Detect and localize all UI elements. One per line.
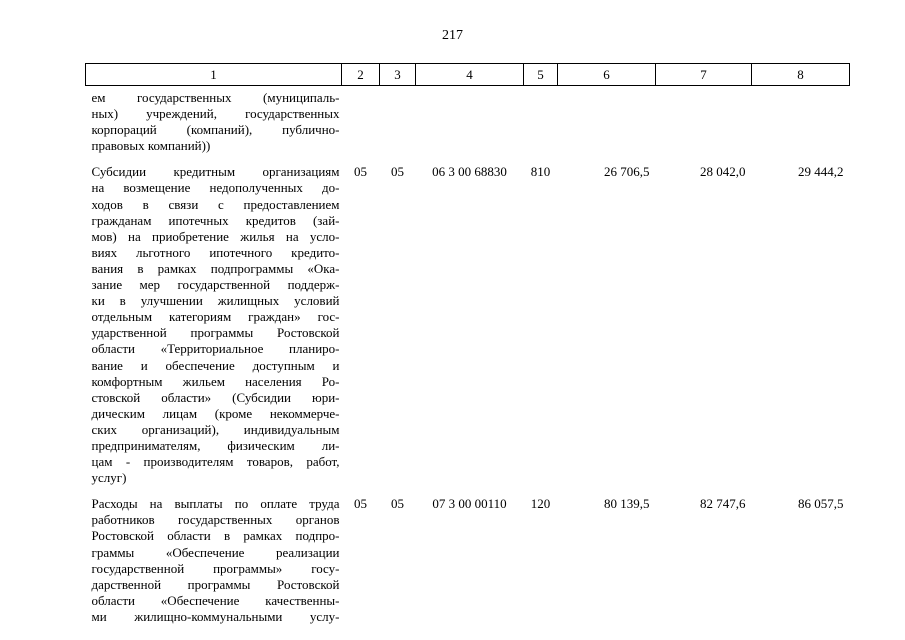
row-description — [86, 493, 342, 625]
amount-year-2: 28 042,0 — [700, 164, 746, 180]
desc-line: области «Обеспечение качественны- — [91, 592, 340, 608]
page-number: 217 — [442, 28, 463, 43]
header-cell-1: 1 — [86, 64, 342, 86]
desc-line: стовской области» (Субсидии юри- — [91, 389, 340, 405]
desc-line: предпринимателям, физическим ли- — [91, 437, 340, 453]
desc-line: дарственной программы Ростовской — [91, 576, 340, 592]
desc-line: ем государственных (муниципаль- — [91, 90, 340, 105]
target-article-code: 07 3 00 00110 — [432, 496, 507, 512]
table-row — [86, 493, 850, 625]
header-cell-3: 3 — [380, 64, 416, 86]
desc-line: Расходы на выплаты по оплате труда — [91, 496, 340, 512]
amount-year-2: 82 747,6 — [700, 496, 746, 512]
expense-type-code: 120 — [530, 496, 551, 512]
amount-year-1 — [558, 86, 656, 162]
desc-line: государственной программы» госу- — [91, 560, 340, 576]
section-code: 05 — [354, 496, 367, 512]
desc-line: виях льготного ипотечного кредито- — [91, 244, 340, 260]
section-code: 05 — [354, 164, 367, 180]
header-cell-8: 8 — [752, 64, 850, 86]
desc-line: области «Территориальное планиро- — [91, 341, 340, 357]
target-article-code — [416, 86, 524, 162]
desc-line: комфортным жильем населения Ро- — [91, 373, 340, 389]
amount-year-1: 80 139,5 — [604, 496, 650, 512]
desc-line: услуг) — [91, 470, 127, 486]
desc-line: вания в рамках подпрограммы «Ока- — [91, 260, 340, 276]
desc-line: ки в улучшении жилищных условий — [91, 293, 340, 309]
amount-year-3: 86 057,5 — [798, 496, 844, 512]
header-cell-7: 7 — [656, 64, 752, 86]
desc-line: отдельным категориям граждан» гос- — [91, 309, 340, 325]
desc-line: корпораций (компаний), публично- — [91, 122, 340, 138]
header-cell-6: 6 — [558, 64, 656, 86]
desc-line: Ростовской области в рамках подпро- — [91, 528, 340, 544]
desc-line: ударственной программы Ростовской — [91, 325, 340, 341]
desc-line: вание и обеспечение доступным и — [91, 357, 340, 373]
amount-year-3: 29 444,2 — [798, 164, 844, 180]
desc-line: зание мер государственной поддерж- — [91, 277, 340, 293]
desc-line: дическим лицам (кроме некоммерче- — [91, 405, 340, 421]
budget-table — [85, 63, 850, 625]
subsection-code — [380, 86, 416, 162]
expense-type-code: 810 — [530, 164, 551, 180]
section-code — [342, 86, 380, 162]
header-cell-5: 5 — [524, 64, 558, 86]
desc-line: граммы «Обеспечение реализации — [91, 544, 340, 560]
desc-line: на возмещение недополученных до- — [91, 180, 340, 196]
table-row — [86, 86, 850, 162]
desc-line: правовых компаний)) — [91, 138, 211, 154]
desc-line: мов) на приобретение жилья на усло- — [91, 228, 340, 244]
desc-line: гражданам ипотечных кредитов (зай- — [91, 212, 340, 228]
expense-type-code — [524, 86, 558, 162]
table-row — [86, 161, 850, 493]
desc-line: ходов в связи с предоставлением — [91, 196, 340, 212]
target-article-code: 06 3 00 68830 — [432, 164, 507, 180]
amount-year-3 — [752, 86, 850, 162]
desc-line: Субсидии кредитным организациям — [91, 164, 340, 180]
desc-line: цам - производителям товаров, работ, — [91, 454, 340, 470]
desc-line: ных) учреждений, государственных — [91, 106, 340, 122]
desc-line: ми жилищно-коммунальными услу- — [91, 608, 340, 624]
row-description — [86, 86, 342, 162]
header-cell-2: 2 — [342, 64, 380, 86]
header-row — [86, 64, 850, 86]
amount-year-1: 26 706,5 — [604, 164, 650, 180]
amount-year-2 — [656, 86, 752, 162]
desc-line: ских организаций), индивидуальным — [91, 421, 340, 437]
row-description — [86, 161, 342, 493]
desc-line: работников государственных органов — [91, 512, 340, 528]
subsection-code: 05 — [391, 164, 404, 180]
header-cell-4: 4 — [416, 64, 524, 86]
subsection-code: 05 — [391, 496, 404, 512]
